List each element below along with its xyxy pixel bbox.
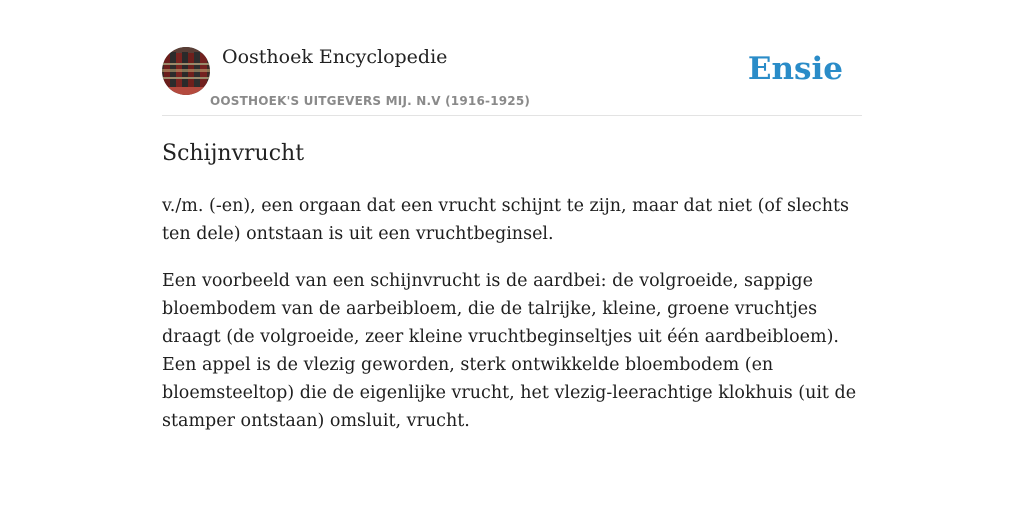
encyclopedia-books-icon[interactable] bbox=[162, 47, 210, 95]
source-header bbox=[162, 45, 862, 116]
source-subtitle: OOSTHOEK'S UITGEVERS MIJ. N.V (1916-1925) bbox=[210, 94, 531, 108]
article-title: Schijnvrucht bbox=[162, 141, 305, 166]
ensie-logo[interactable]: Ensie bbox=[747, 51, 843, 87]
source-title[interactable]: Oosthoek Encyclopedie bbox=[222, 46, 448, 68]
article-paragraph: Een voorbeeld van een schijnvrucht is de aardbei: de volgroeide, sappige bloembodem van de aarbeibloem, die de talrijke, kleine, groene vruchtjes draagt (de volgroeide, zeer kleine vruchtbeginseltjes uit één aardbeibloem). Een appel is de vlezig geworden, sterk ontwikkelde bloembodem (en bloemsteeltop) die de eigenlijke vrucht, het vlezig-leerachtige klokhuis (uit de stamper ontstaan) omsluit, vrucht. bbox=[162, 271, 857, 431]
article-paragraph: v./m. (-en), een orgaan dat een vrucht schijnt te zijn, maar dat niet (of slechts ten dele) ontstaan is uit een vruchtbeginsel. bbox=[162, 196, 850, 244]
article bbox=[162, 139, 862, 435]
